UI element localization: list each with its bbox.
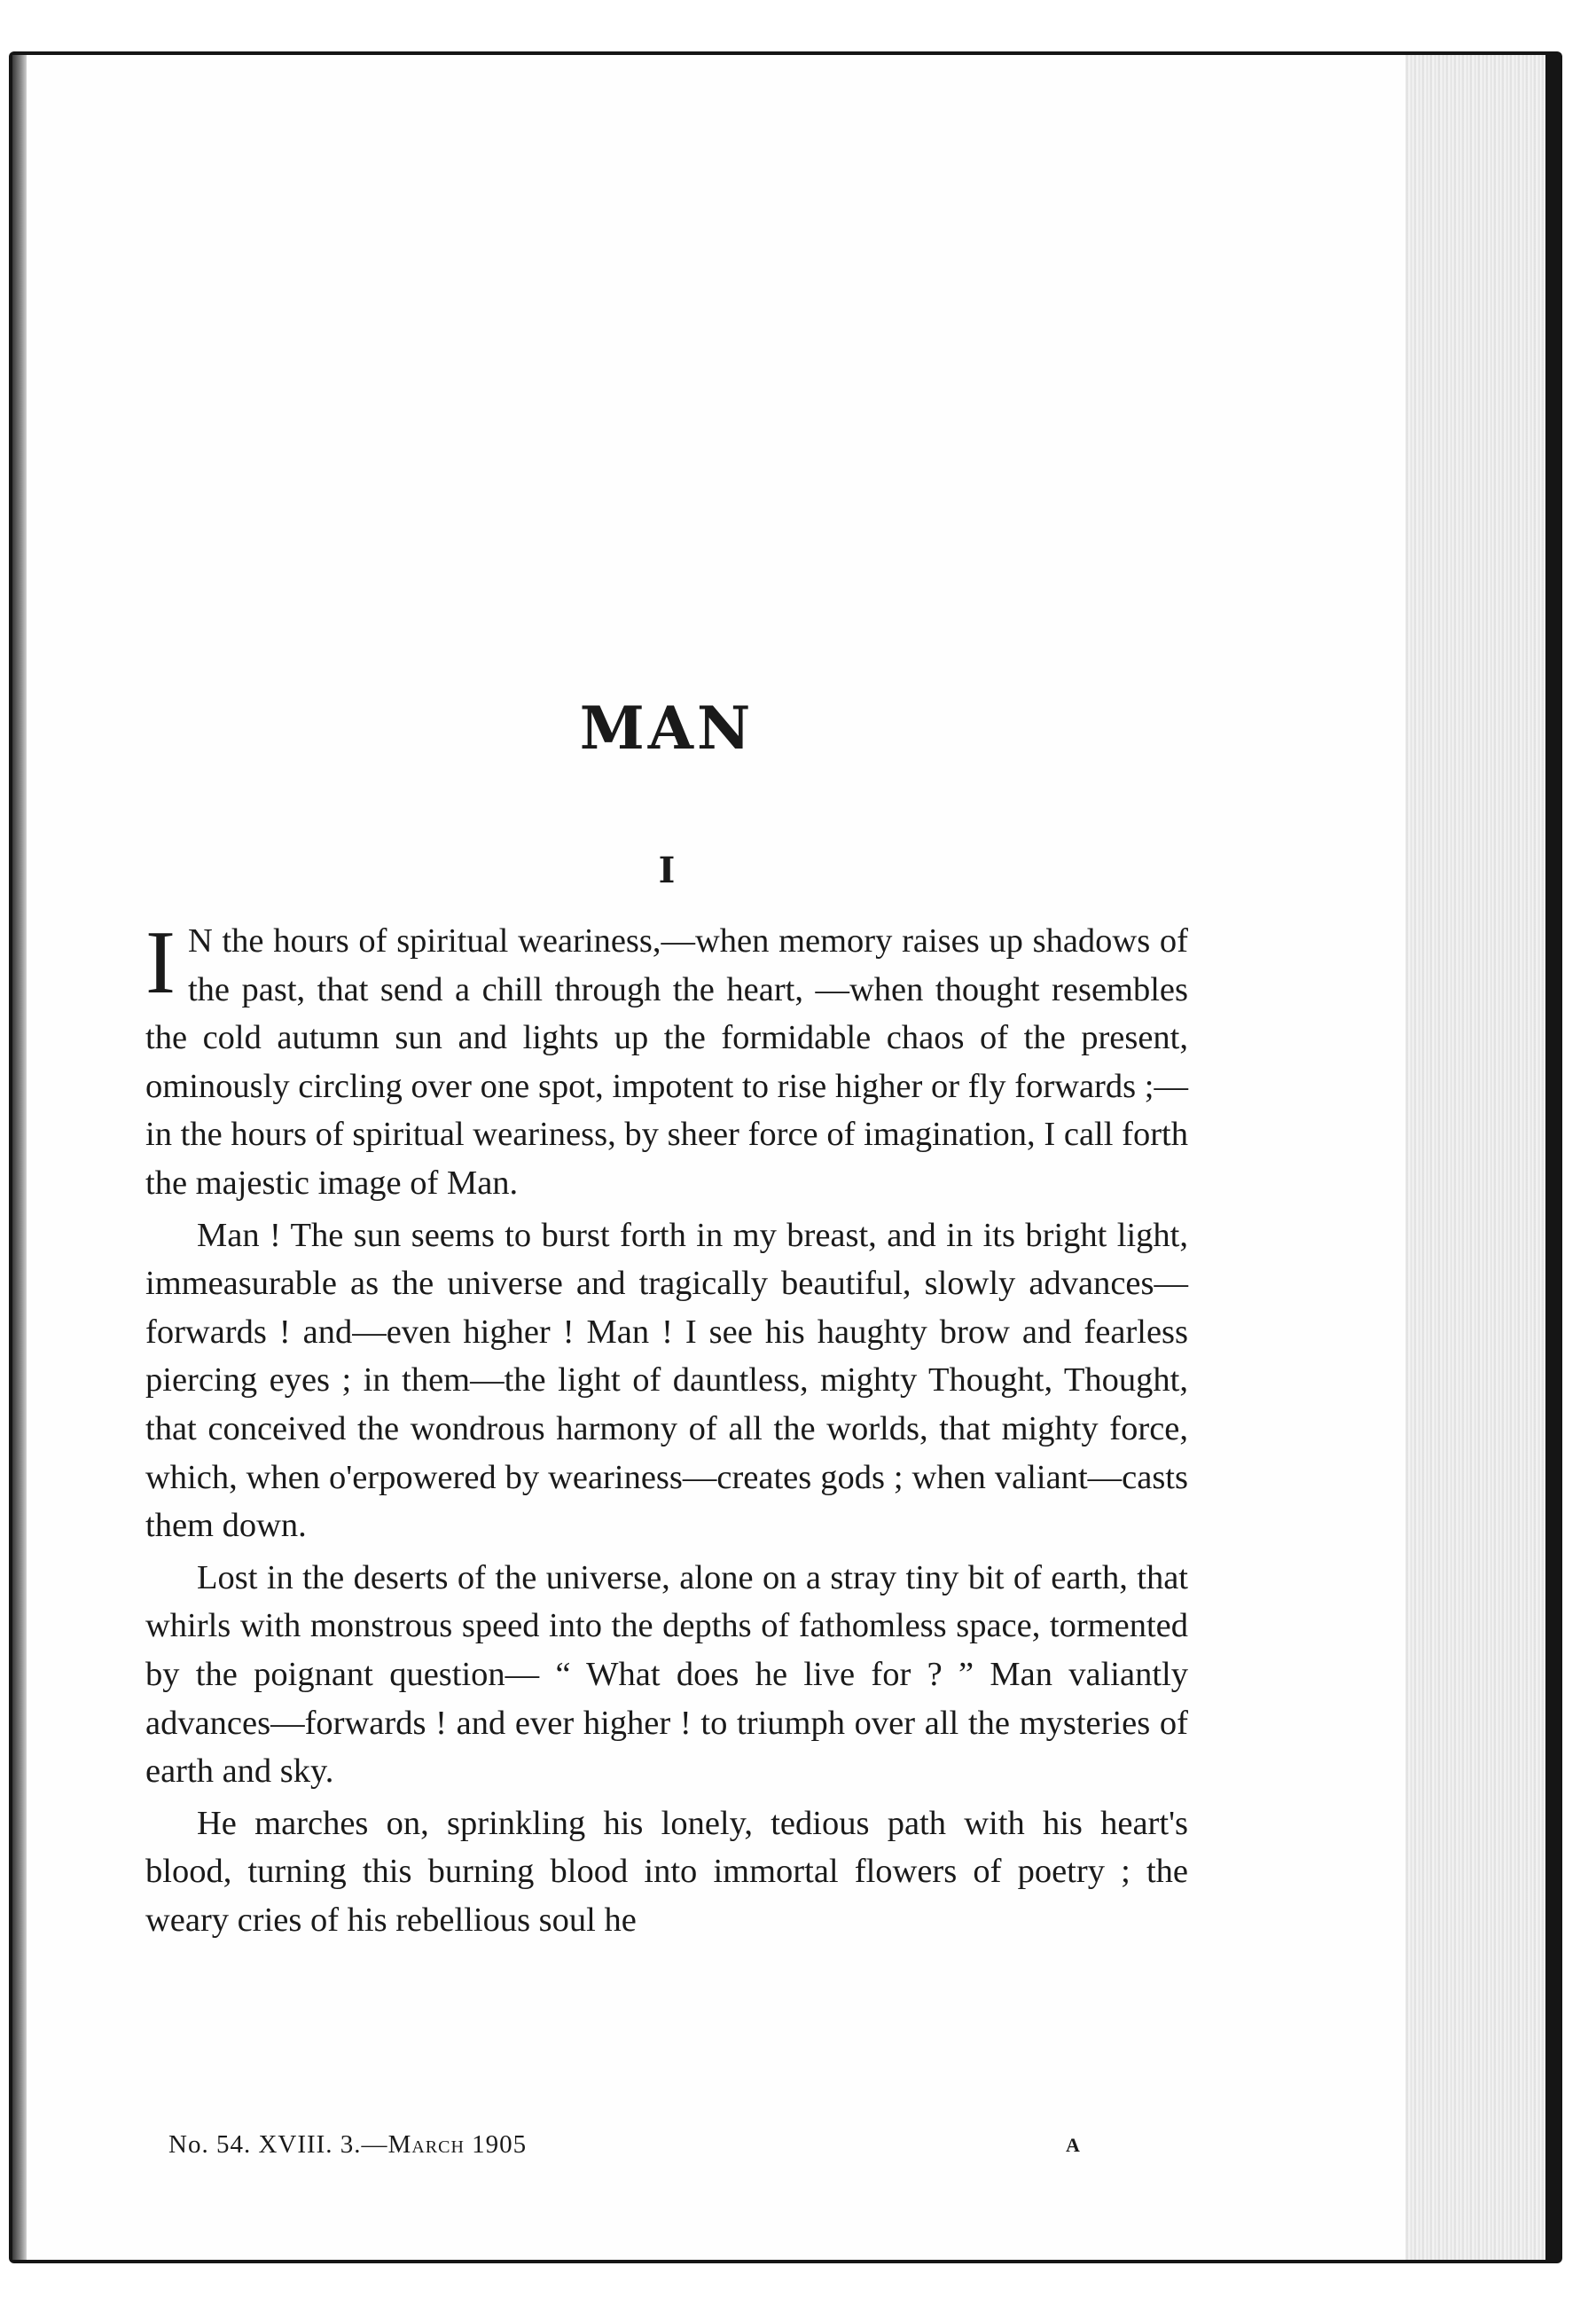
scan-margin-top bbox=[0, 0, 1596, 51]
signature-mark: A bbox=[1066, 2134, 1080, 2156]
page-title: MAN bbox=[579, 694, 755, 763]
book-binding-edge bbox=[12, 55, 27, 2260]
paragraph-1 bbox=[145, 913, 1188, 1208]
scan-margin-bottom bbox=[0, 2263, 1596, 2313]
paragraph-3: Lost in the deserts of the universe, alone on a stray tiny bit of earth, that whirls with monstrous speed into the depths of fathomless space, tormented by the poignant question— “ What does he live for ? ” Man valiantly advances—forwards ! and ever higher ! to triumph over all the mysteries of earth and sky. bbox=[145, 1558, 1188, 1791]
paragraph-2: Man ! The sun seems to burst forth in my breast, and in its bright light, immeasurable as the universe and tragically beautiful, slowly advances—forwards ! and—even higher ! Man ! I see his haughty brow and fearless piercing eyes ; in them—the light of dauntless, mighty Thought, Thought, that conceived the wondrous harmony of all the worlds, that mighty force, which, when o'erpowered by weariness—creates gods ; when valiant—casts them down. bbox=[145, 1216, 1188, 1545]
book-page bbox=[27, 55, 1410, 2260]
paragraph-4: He marches on, sprinkling his lonely, tedious path with his heart's blood, turning this burning blood into immortal flowers of poetry ; the weary cries of his rebellious soul he bbox=[145, 1804, 1188, 1939]
paragraph-1-text: N the hours of spiritual weariness,—when memory raises up shadows of the past, that send a chill through the heart, —when thought resembles the cold autumn sun and lights up the formidable chaos of the present, ominously circling over one spot, impotent to rise higher or fly forwards ;—in the hours of spiritual weariness, by sheer force of imagination, I call forth the majestic image of Man. bbox=[145, 922, 1188, 1202]
drop-cap-letter: I bbox=[145, 913, 176, 1013]
issue-number: No. 54. XVIII. 3.— bbox=[168, 2130, 388, 2159]
body-text bbox=[145, 913, 1188, 1944]
issue-month: March bbox=[387, 2130, 465, 2159]
section-numeral: I bbox=[658, 850, 676, 891]
page-footer bbox=[168, 2130, 1108, 2166]
stacked-page-edges bbox=[1405, 55, 1545, 2260]
issue-line bbox=[168, 2130, 527, 2160]
issue-year: 1905 bbox=[464, 2130, 528, 2159]
